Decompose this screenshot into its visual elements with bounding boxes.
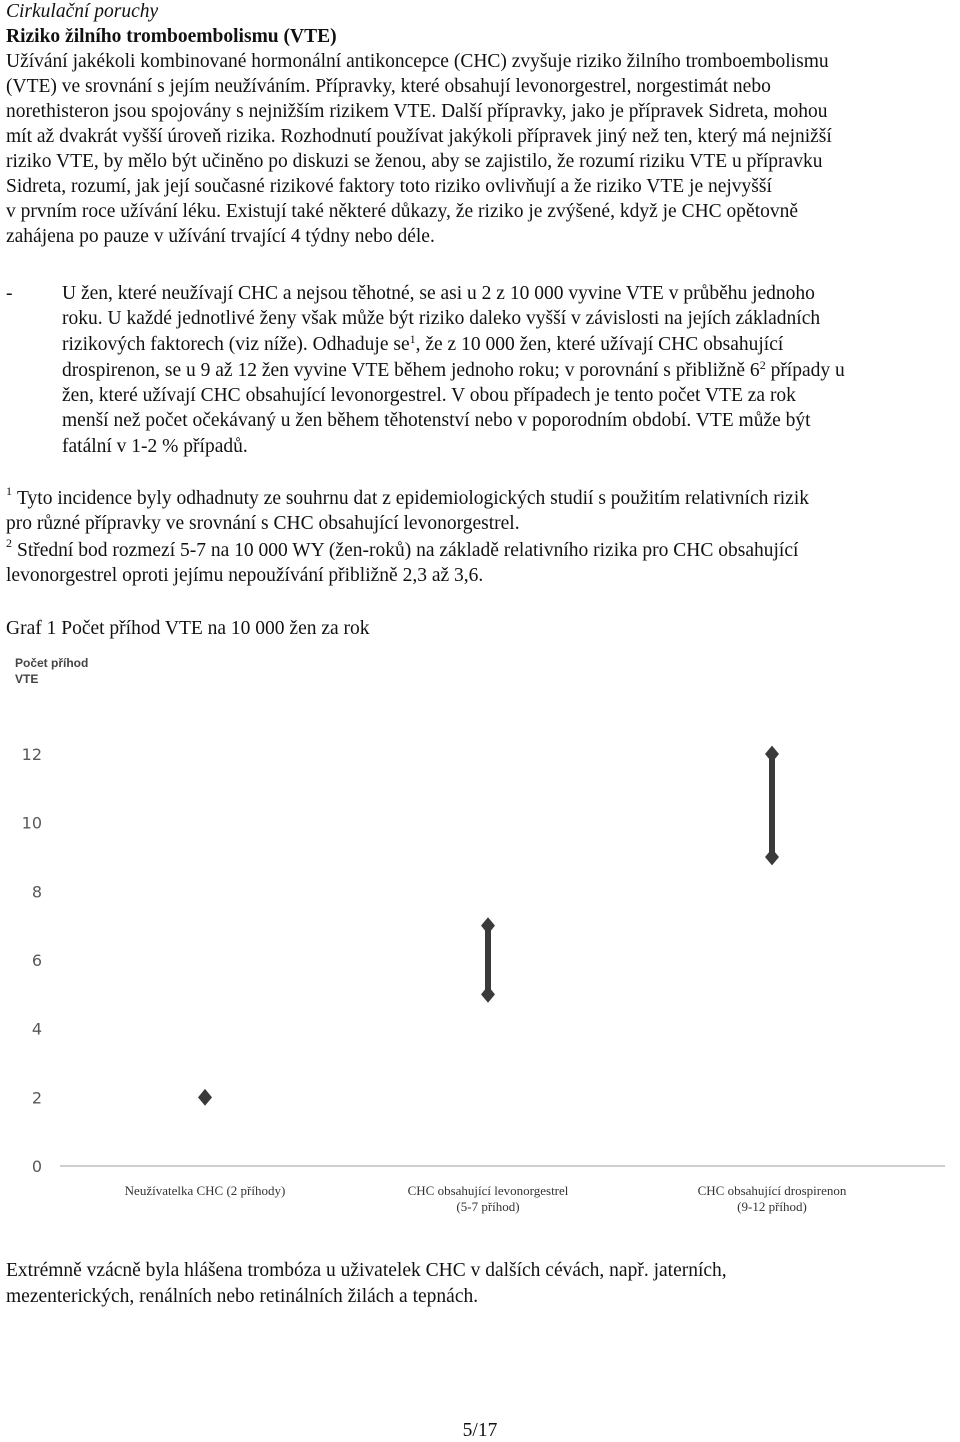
bullet-line: roku. U každé jednotlivé ženy však může být riziko daleko vyšší v závislosti na jejích základních bbox=[62, 308, 821, 329]
vte-chart bbox=[0, 650, 960, 1220]
chart-plot bbox=[0, 650, 960, 1220]
data-point bbox=[765, 849, 779, 866]
paragraph-line: norethisteron jsou spojovány s nejnižším rizikem VTE. Další přípravky, jako je přípravek Sidreta, mohou bbox=[6, 101, 828, 122]
paragraph-line: riziko VTE, by mělo být učiněno po diskuzi se ženou, aby se zajistilo, že rozumí riziku VTE u přípravku bbox=[6, 151, 823, 172]
bullet-line: fatální v 1-2 % případů. bbox=[62, 436, 248, 457]
footnote-ref-2: 2 bbox=[759, 358, 766, 372]
footnote-line: pro různé přípravky ve srovnání s CHC obsahující levonorgestrel. bbox=[6, 513, 520, 534]
footnote-ref-1: 1 bbox=[409, 332, 416, 346]
footnote-line: Střední bod rozmezí 5-7 na 10 000 WY (žen-roků) na základě relativního rizika pro CHC obsahující bbox=[17, 540, 799, 561]
y-tick-label: 6 bbox=[31, 951, 42, 970]
data-point bbox=[481, 917, 495, 934]
y-tick-label: 8 bbox=[31, 882, 42, 902]
footnote-mark-1: 1 bbox=[6, 484, 12, 498]
bullet-line: žen, které užívají CHC obsahující levonorgestrel. V obou případech je tento počet VTE za rok bbox=[62, 385, 796, 406]
paragraph-line: Sidreta, rozumí, jak její současné rizikové faktory toto riziko ovlivňují a že riziko VTE je nejvyšší bbox=[6, 176, 772, 197]
y-tick-label: 12 bbox=[21, 745, 42, 764]
data-point bbox=[765, 746, 779, 763]
data-point bbox=[198, 1089, 212, 1106]
bullet-line bbox=[62, 359, 845, 383]
y-tick-label: 0 bbox=[31, 1157, 42, 1176]
footnote-line: Tyto incidence byly odhadnuty ze souhrnu dat z epidemiologických studií s použitím relativních rizik bbox=[17, 488, 809, 509]
y-tick-label: 2 bbox=[31, 1088, 42, 1108]
paragraph-line: mít až dvakrát vyšší úroveň rizika. Rozhodnutí používat jakýkoli přípravek jiný než ten, který má nejnižší bbox=[6, 126, 832, 147]
x-category-label: (9-12 příhod) bbox=[737, 1199, 807, 1214]
closing-line: mezenterických, renálních nebo retinálních žilách a tepnách. bbox=[6, 1286, 479, 1307]
x-category-label: Neužívatelka CHC (2 příhody) bbox=[124, 1183, 286, 1198]
section-title: Cirkulační poruchy bbox=[6, 1, 159, 22]
page-number: 5/17 bbox=[462, 1420, 498, 1441]
y-tick-label: 10 bbox=[21, 813, 42, 833]
footnote-line: levonorgestrel oproti jejímu nepoužívání přibližně 2,3 až 3,6. bbox=[6, 565, 484, 586]
x-category-label: CHC obsahující levonorgestrel bbox=[407, 1183, 569, 1198]
paragraph-line: Užívání jakékoli kombinované hormonální antikoncepce (CHC) zvyšuje riziko žilního tromboembolismu bbox=[6, 51, 829, 72]
bullet-line: menší než počet očekávaný u žen během těhotenství nebo v poporodním období. VTE může být bbox=[62, 410, 811, 431]
bullet-line bbox=[62, 333, 783, 357]
bullet-text: rizikových faktorech (viz níže). Odhaduje se bbox=[62, 334, 410, 355]
paragraph-line: v prvním roce užívání léku. Existují také některé důkazy, že riziko je zvýšené, když je CHC opětovně bbox=[6, 201, 799, 222]
y-tick-label: 4 bbox=[31, 1019, 42, 1039]
x-category-label: CHC obsahující drospirenon bbox=[697, 1183, 847, 1198]
y-axis-title-line: Počet příhod bbox=[15, 656, 89, 670]
bullet-dash: - bbox=[6, 283, 13, 304]
y-axis-title-line: VTE bbox=[15, 672, 39, 686]
data-point bbox=[481, 986, 495, 1003]
bullet-text: drospirenon, se u 9 až 12 žen vyvine VTE během jednoho roku; v porovnání s přibližně 6 bbox=[62, 360, 760, 381]
graph-caption: Graf 1 Počet příhod VTE na 10 000 žen za rok bbox=[6, 618, 370, 639]
x-category-label: (5-7 příhod) bbox=[456, 1199, 520, 1214]
paragraph-line: (VTE) ve srovnání s jejím neužíváním. Přípravky, které obsahují levonorgestrel, norgestimát nebo bbox=[6, 76, 771, 97]
footnote-mark-2: 2 bbox=[6, 536, 12, 550]
closing-line: Extrémně vzácně byla hlášena trombóza u uživatelek CHC v dalších cévách, např. jaterních, bbox=[6, 1260, 727, 1281]
bullet-line: U žen, které neužívají CHC a nejsou těhotné, se asi u 2 z 10 000 vyvine VTE v průběhu jednoho bbox=[62, 283, 815, 304]
heading: Riziko žilního tromboembolismu (VTE) bbox=[6, 26, 337, 47]
bullet-text: případy u bbox=[765, 360, 845, 381]
bullet-text: , že z 10 000 žen, které užívají CHC obsahující bbox=[415, 334, 784, 355]
paragraph-line: zahájena po pauze v užívání trvající 4 týdny nebo déle. bbox=[6, 226, 435, 247]
